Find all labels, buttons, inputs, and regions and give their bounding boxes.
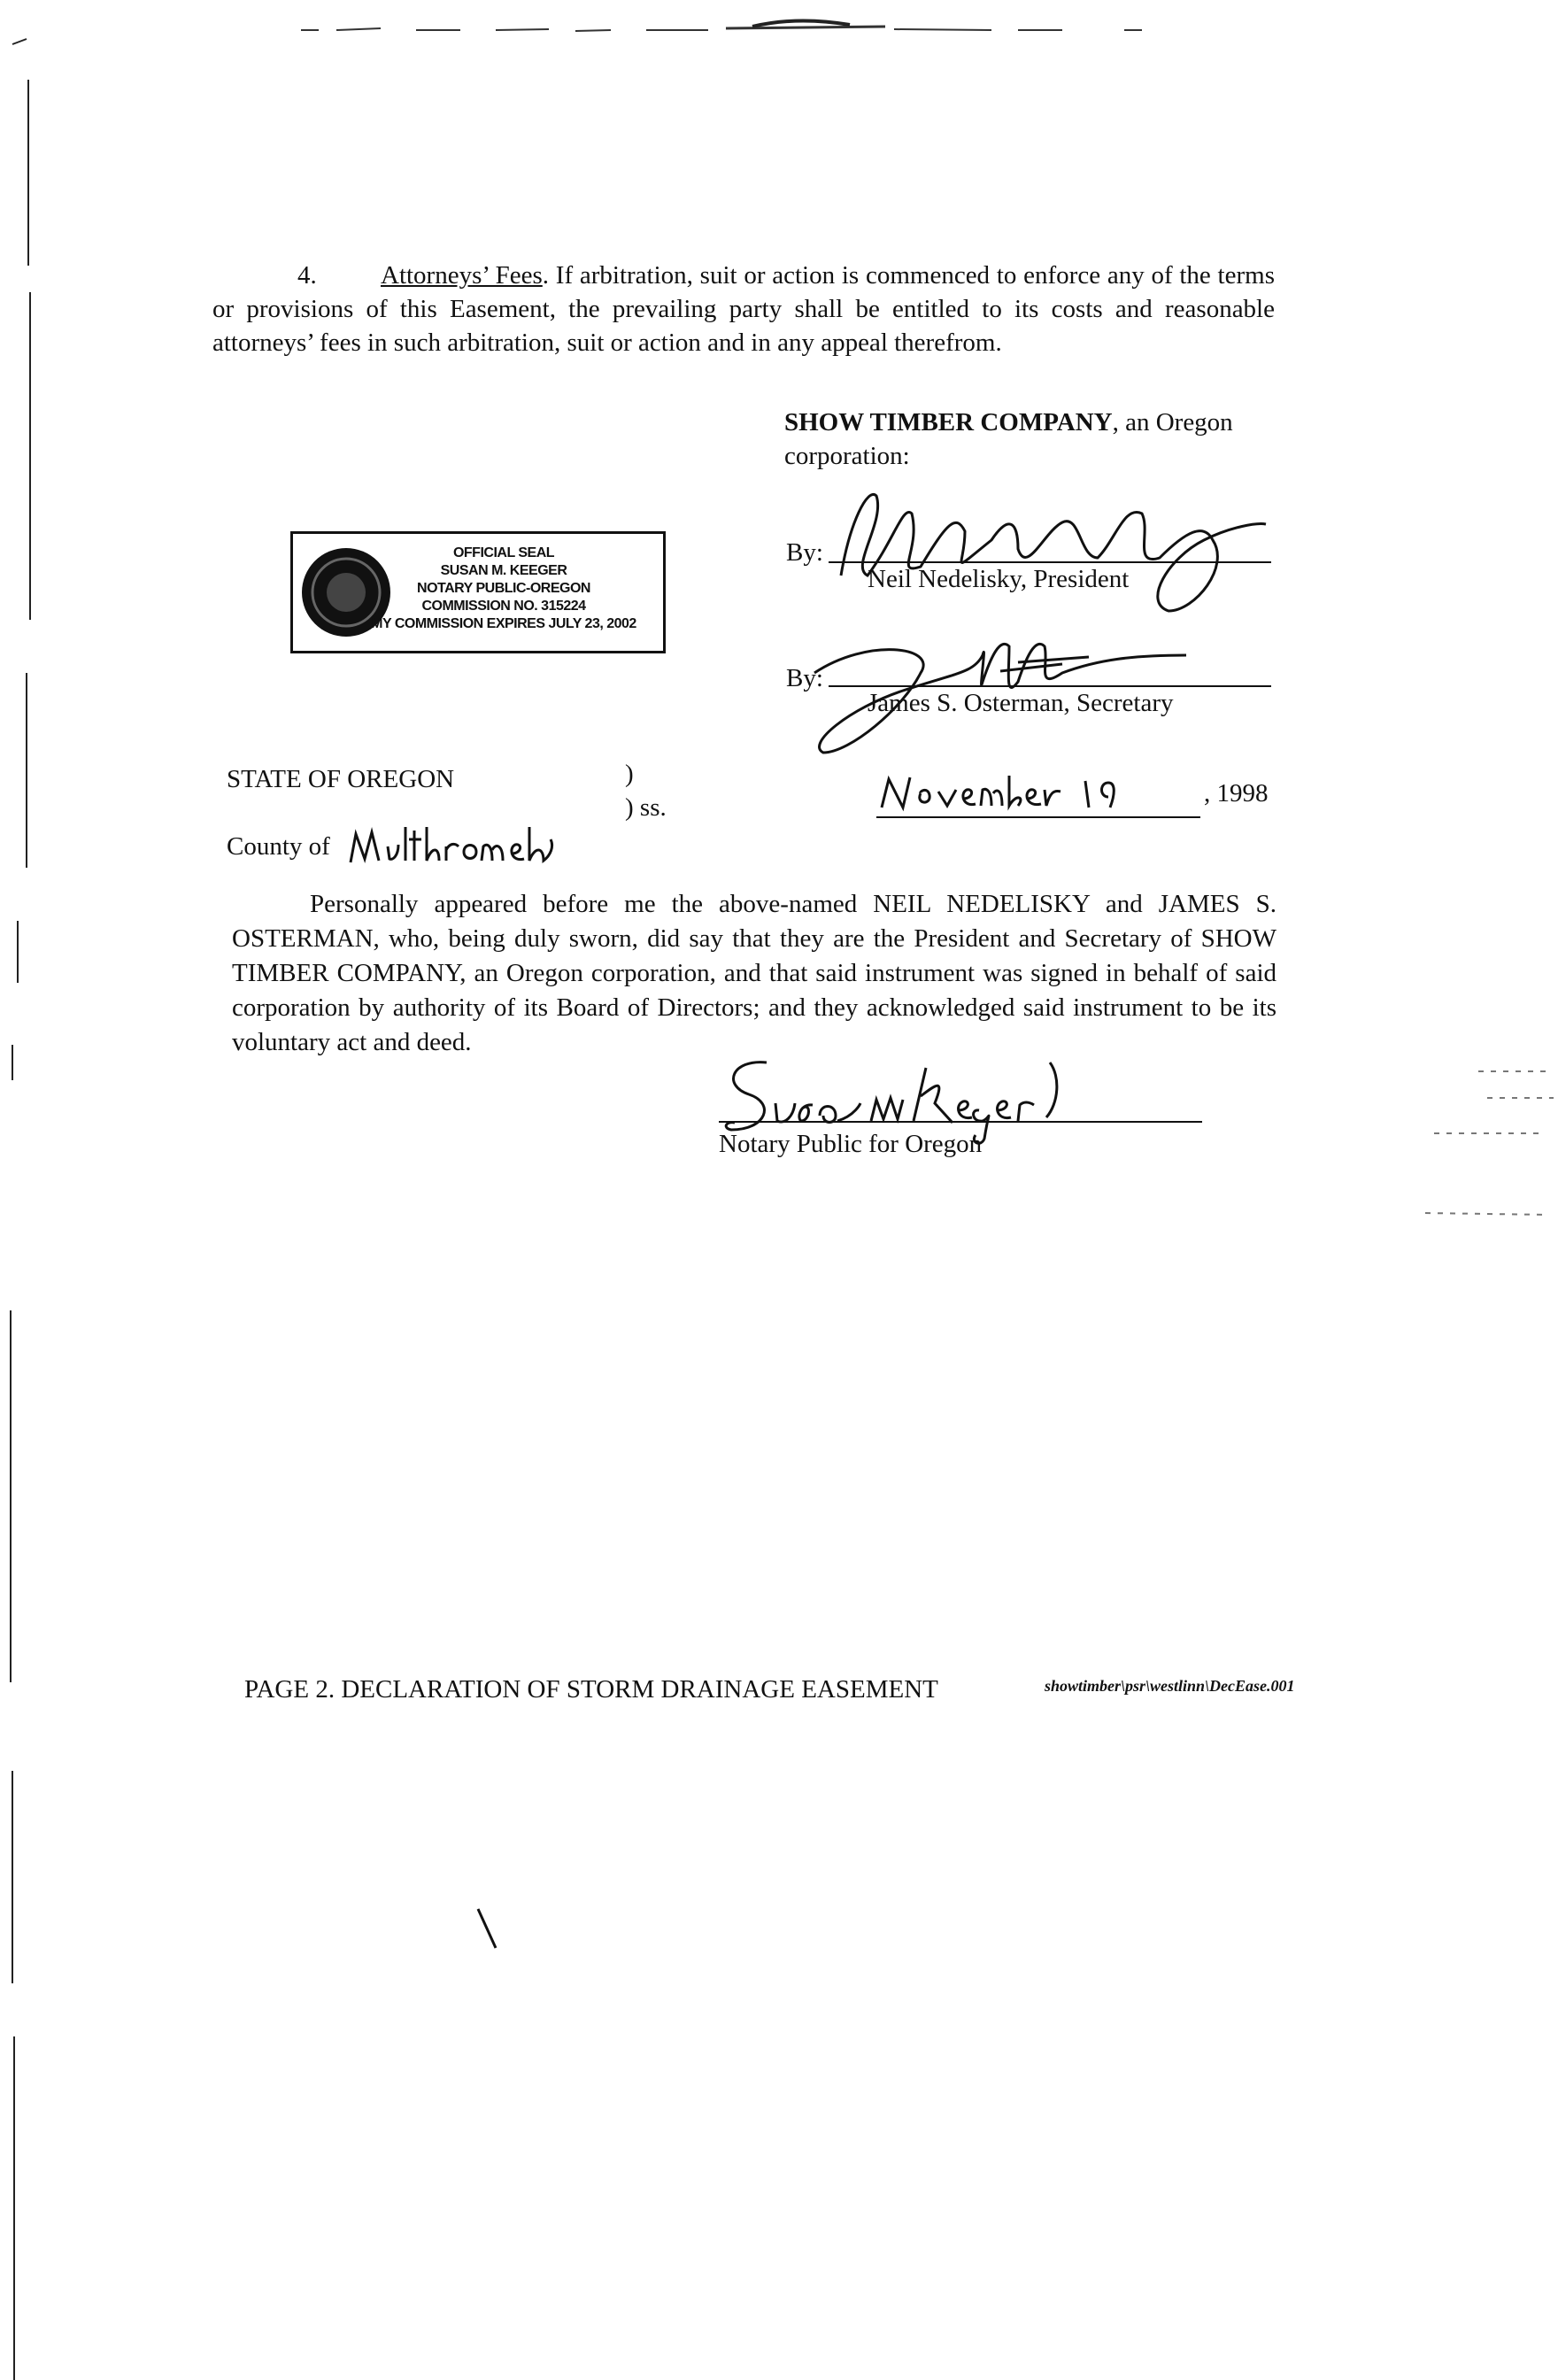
signature-osterman xyxy=(797,620,1204,761)
county-line xyxy=(227,832,330,862)
seal-line-5: MY COMMISSION EXPIRES JULY 23, 2002 xyxy=(371,616,636,631)
scan-artifact-right-margin xyxy=(1416,1018,1558,1248)
section-4-text: . If arbitration, suit or action is commenced to enforce any of the terms or provisions of this Easement, the prevailing party shall be entitled to its costs and reasonable attorneys’ fees in such arbitration, suit or action and in any appeal therefrom. xyxy=(212,261,1275,357)
notary-official-seal xyxy=(290,531,666,653)
signature-nedelisky xyxy=(814,469,1275,620)
notary-public-title: Notary Public for Oregon xyxy=(719,1130,983,1158)
by-label-secretary: By: xyxy=(786,664,823,692)
seal-line-3: NOTARY PUBLIC-OREGON xyxy=(417,581,590,596)
section-4-paragraph xyxy=(212,259,1275,359)
seal-line-1: OFFICIAL SEAL xyxy=(452,545,555,560)
seal-line-2: SUSAN M. KEEGER xyxy=(440,563,567,578)
acknowledgment-year: , 1998 xyxy=(1204,779,1269,808)
section-4-heading: Attorneys’ Fees xyxy=(381,261,543,290)
company-signature-heading xyxy=(784,406,1280,473)
venue-bracket-ss: ) ss. xyxy=(625,793,667,822)
section-4-number: 4. xyxy=(297,261,317,290)
by-label-president: By: xyxy=(786,538,823,567)
company-name: SHOW TIMBER COMPANY xyxy=(784,408,1113,437)
company-suffix: , an Oregon corporation: xyxy=(784,408,1233,470)
seal-line-4: COMMISSION NO. 315224 xyxy=(421,599,586,614)
scan-artifact-left-edge xyxy=(0,0,35,2380)
footer-file-reference: showtimber\psr\westlinn\DecEase.001 xyxy=(1045,1677,1295,1695)
signer-secretary: James S. Osterman, Secretary xyxy=(868,689,1174,717)
signer-president: Neil Nedelisky, President xyxy=(868,565,1130,593)
venue-bracket-1: ) xyxy=(625,760,634,788)
acknowledgment-body: Personally appeared before me the above-named NEIL NEDELISKY and JAMES S. OSTERMAN, who, being duly sworn, did say that they are the President and Secretary of SHOW TIMBER COMPANY, an Oregon corporation, and that said instrument was signed in behalf of said corporation by authority of its Board of Directors; and they acknowledged said instrument to be its voluntary act and deed. xyxy=(232,890,1276,1056)
handwritten-county xyxy=(347,820,559,869)
handwritten-date xyxy=(876,767,1142,820)
page-footer-title: PAGE 2. DECLARATION OF STORM DRAINAGE EASEMENT xyxy=(244,1675,938,1704)
county-label: County of xyxy=(227,832,330,861)
state-of-oregon: STATE OF OREGON xyxy=(227,765,455,793)
scan-artifact-top-edge xyxy=(0,0,1558,53)
stray-mark xyxy=(474,1905,501,1951)
